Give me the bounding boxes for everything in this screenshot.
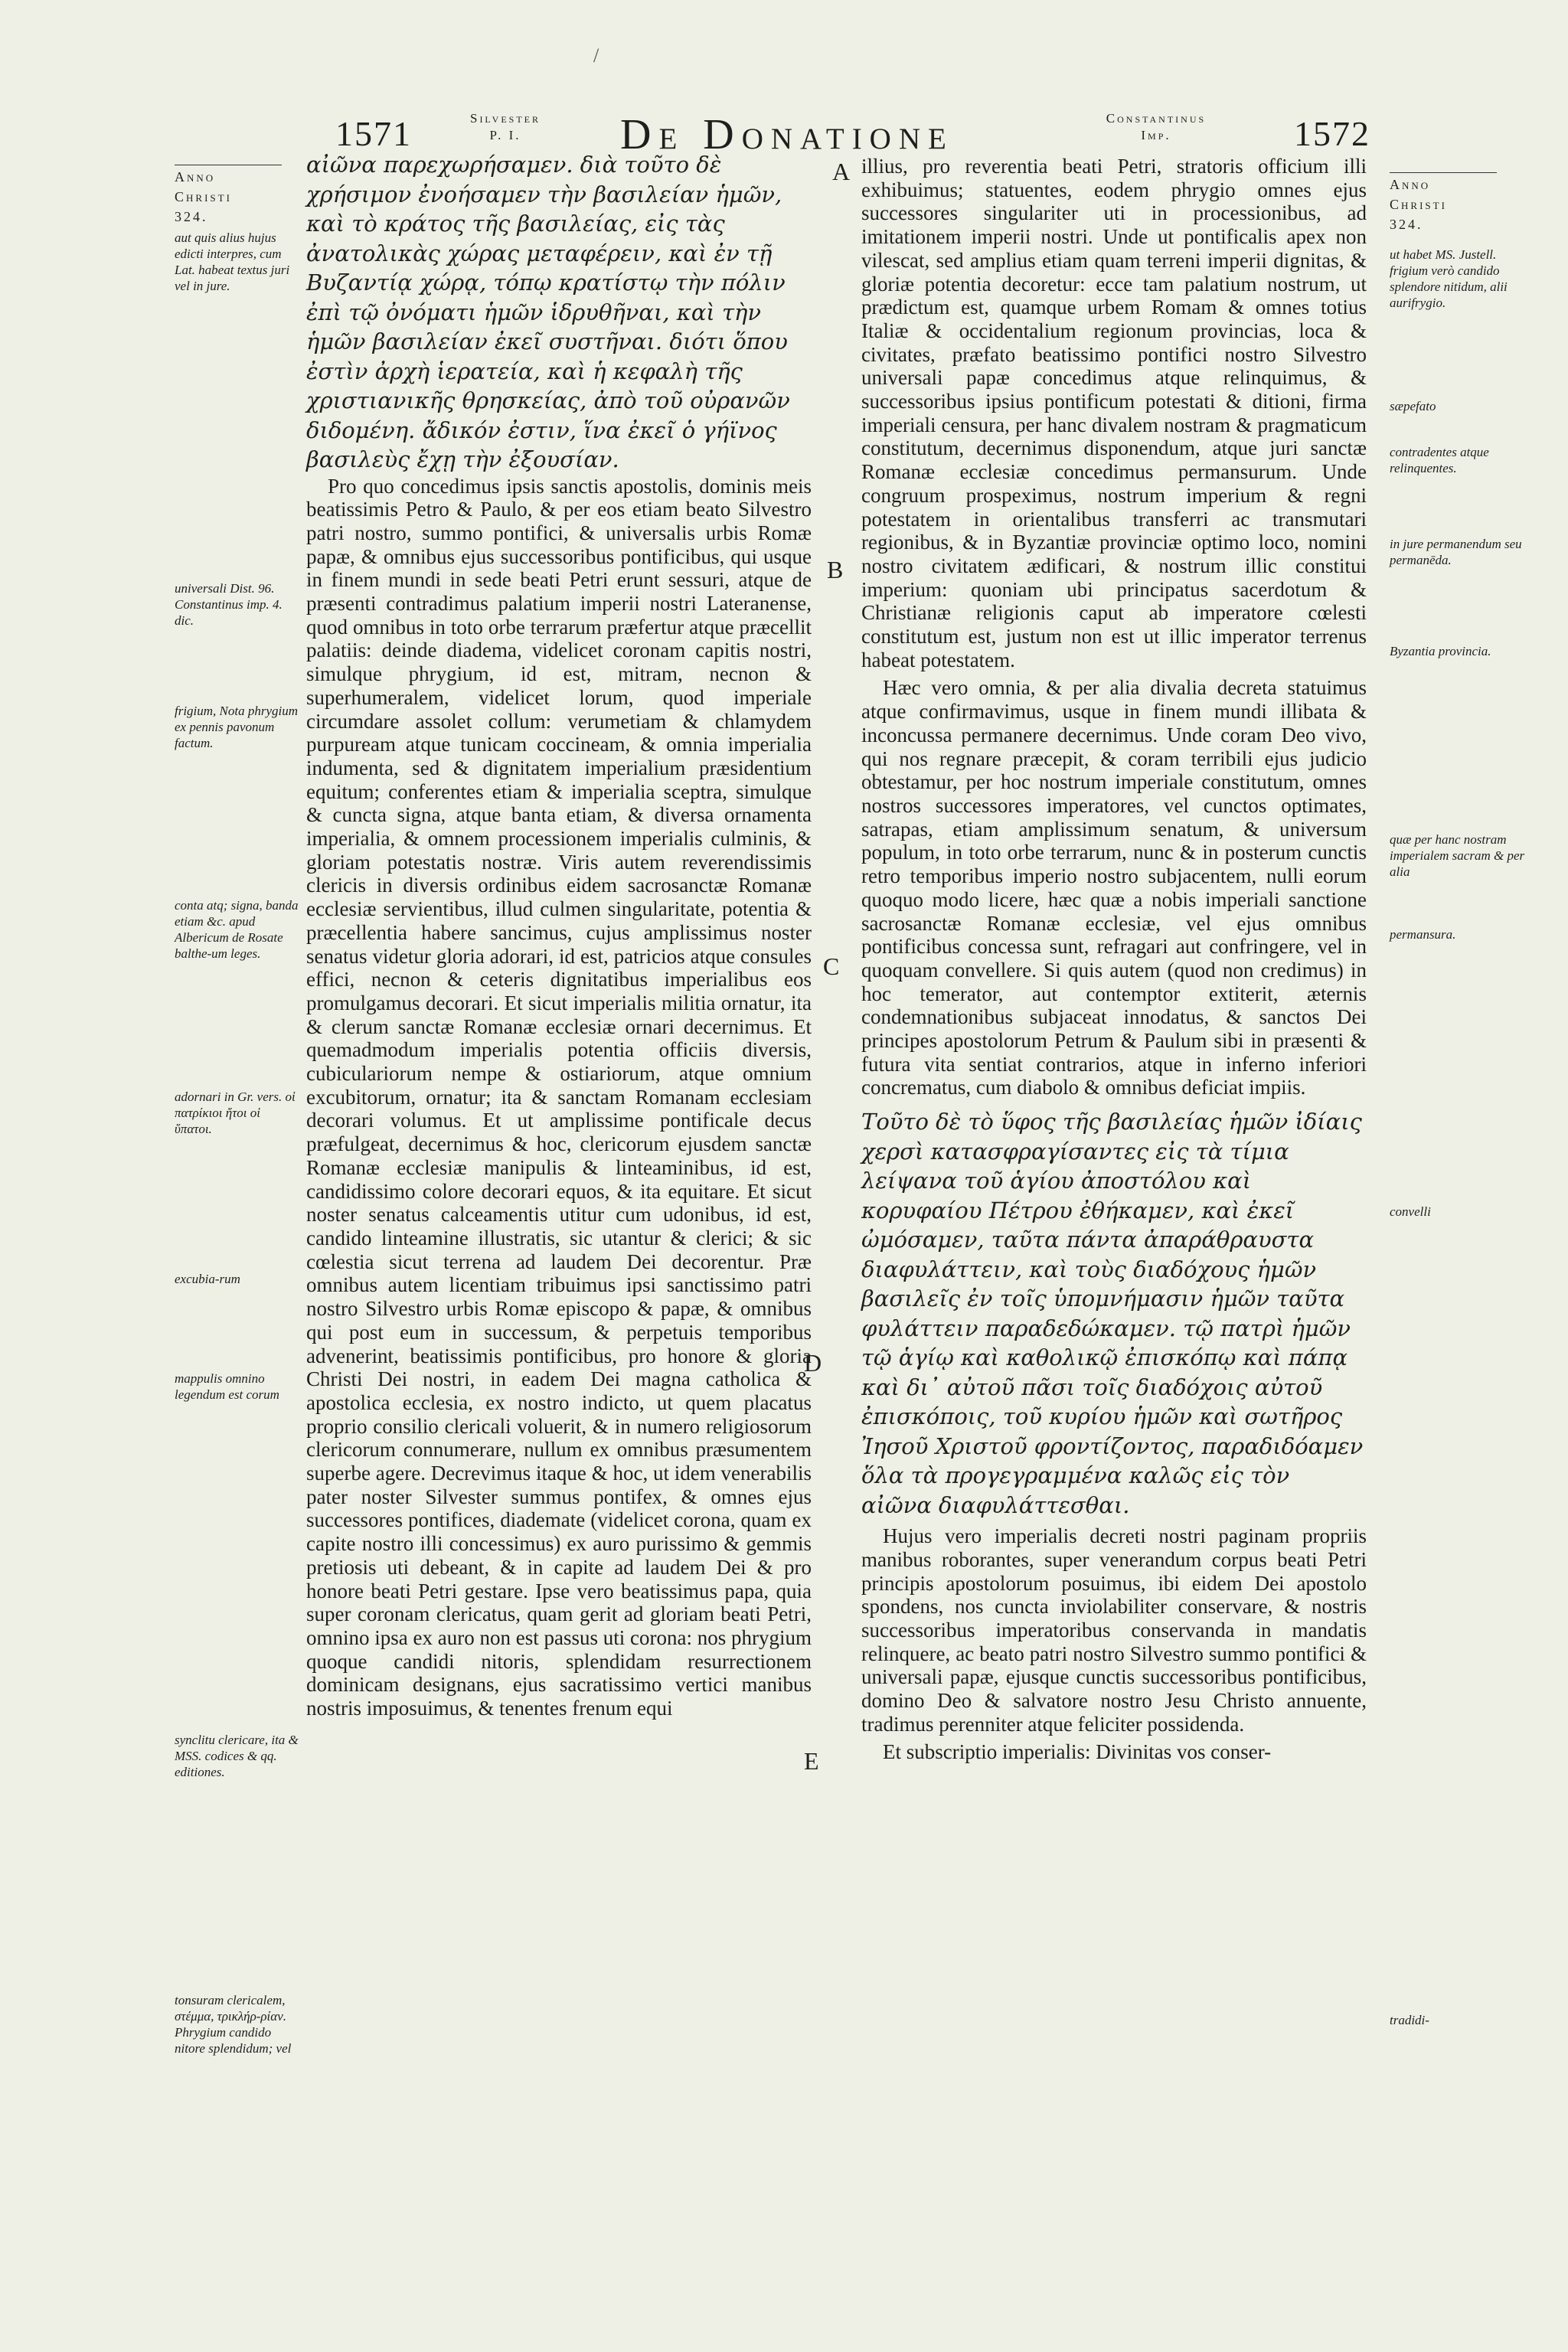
- anno-line: Christi: [175, 189, 232, 204]
- section-letter-a: A: [832, 158, 851, 185]
- margin-note-left: excubia-rum: [175, 1272, 240, 1286]
- margin-note-left: aut quis alius hujus edicti interpres, cum Lat. habeat textus juri vel in jure.: [175, 230, 290, 293]
- anno-line: Christi: [1390, 197, 1447, 212]
- latin-paragraph: Hujus vero imperialis decreti nostri paginam propriis manibus roborantes, super venerandum corpus beati Petri principis apostolorum posuimus, ibi eidem Dei apostolo spondens, nos cuncta inviolabiliter conservare, & nostris successoribus imperatoribus conservanda in mandatis relinquere, ac beato patri nostro Silvestro summo pontifici & universali papæ, ejusque cunctis successoribus pontificibus, domino Deo & salvatore nostro Jesu Christo annuente, tradimus perenniter atque feliciter possidenda.: [861, 1524, 1367, 1736]
- margin-note-right: convelli: [1390, 1204, 1431, 1219]
- section-letter-c: C: [823, 952, 840, 980]
- latin-paragraph: illius, pro reverentia beati Petri, stratoris officium illi exhibuimus; statuentes, eodem phrygio omnes ejus successores singulariter uti in processionibus, ad imitationem imperii nostri. Unde ut pontificalis apex non vilescat, sed amplius etiam quam terreni imperii dignitas, & gloriæ potentia decoretur: ecce tam palatium nostrum, ut prædictum est, quamque urbem Romam & omnes totius Italiæ & occidentalium regionum provincias, loca & civitates, præfato beatissimo pontifici nostro Silvestro universali papæ concedimus atque relinquimus, & successoribus ipsius pontificum potestati & ditioni, firma imperiali censura, per hanc divalem nostram & pragmaticum constitutum, decernimus disponendum, atque juri sanctæ Romanæ ecclesiæ concedimus permansurum. Unde congruum prospeximus, nostrum imperium & regni potestatem in orientalibus transferri ac transmutari regionibus, & in Byzantiæ provinciæ optimo loco, nomini nostro civitatem ædificari, & nostrum illic constitui imperium: quoniam ubi principatus sacerdotum & Christianæ religionis caput ab imperatore cœlesti constitutum est, justum non est ut illic imperator terrenus habeat potestatem.: [861, 155, 1367, 671]
- page-number-left: 1571: [335, 114, 412, 153]
- anno-line: Anno: [175, 169, 216, 185]
- page-number-right: 1572: [1294, 114, 1370, 153]
- anno-rule: [1390, 172, 1497, 173]
- margin-note-right: quæ per hanc nostram imperialem sacram & per alia: [1390, 832, 1525, 879]
- margin-note-right: in jure permanendum seu permanēda.: [1390, 537, 1522, 567]
- anno-line: 324.: [175, 209, 208, 224]
- margin-note-right: contradentes atque relinquentes.: [1390, 445, 1489, 475]
- latin-paragraph: Hæc vero omnia, & per alia divalia decreta statuimus atque confirmavimus, usque in finem mundi illibata & inconcussa permanere decernimus. Unde coram Deo vivo, qui nos regnare præcepit, & coram terribili ejus judicio obtestamur, per hoc nostrum imperiale constitutum, omnes nostros successores imperatores, vel cunctos optimates, satrapas, etiam amplissimum senatum, & universum populum, in toto orbe terrarum, nunc & in posterum cunctis retro temporibus imperio nostro subjacentem, nulli eorum quoquo modo licere, hæc quæ a nobis imperiali sanctione sacrosanctæ Romanæ ecclesiæ, vel ejus omnibus pontificibus concessa sunt, refragari aut confringere, vel in quoquam convellere. Si quis autem (quod non credimus) in hoc temerator, aut contemptor extiterit, æternis condemnationibus subjaceat innodatus, & sanctos Dei principes apostolorum Petrum & Paulum sibi in præsenti & futura vita sentiat contrarios, atque in inferno inferiori concrematus, cum diabolo & omnibus deficiat impiis.: [861, 676, 1367, 1099]
- margin-note-right: Byzantia provincia.: [1390, 644, 1491, 658]
- margin-note-right: ut habet MS. Justell. frigium verò candido splendore nitidum, alii aurifrygio.: [1390, 247, 1508, 310]
- section-letter-b: B: [827, 556, 844, 583]
- running-head-right: [1072, 110, 1240, 144]
- page-title: De Donatione: [620, 111, 954, 158]
- margin-note-left: adornari in Gr. vers. οἱ πατρίκιοι ἤτοι οἱ ὕπατοι.: [175, 1089, 296, 1136]
- margin-note-left: mappulis omnino legendum est corum: [175, 1371, 279, 1402]
- running-head-left: [459, 110, 551, 144]
- running-head-left-line: Silvester: [469, 111, 541, 126]
- margin-note-left: synclitu clericare, ita & MSS. codices & qq. editiones.: [175, 1733, 299, 1779]
- latin-paragraph: Pro quo concedimus ipsis sanctis apostolis, dominis meis beatissimis Petro & Paulo, & per eos etiam beato Silvestro patri nostro, summo pontifici, & universalis urbis Romæ papæ, & omnibus ejus successoribus pontificibus, qui usque in finem mundi in sede beati Petri erunt sessuri, atque de præsenti contradimus palatium imperii nostri Lateranense, quod omnibus in toto orbe terrarum præfertur atque præcellit palatiis: deinde diadema, videlicet coronam capitis nostri, simulque phrygium, id est, mitram, necnon & superhumeralem, videlicet lorum, quod imperiale circumdare assolet collum: verumetiam & chlamydem purpuream atque tunicam coccineam, & omnia imperialia indumenta, sed & dignitatem imperialium præsidentium equitum; conferentes etiam & imperialia sceptra, simulque & cuncta signa, atque banta etiam, & diversa ornamenta imperialia, & omnem processionem imperialis culminis, & gloriam potestatis nostræ. Viris autem reverendissimis clericis in diversis ordinibus eidem sacrosanctæ Romanæ ecclesiæ servientibus, illud culmen singularitate, potentia & præcellentia habere sancimus, cujus amplissimus noster senatus videtur gloria adorari, id est, patricios atque consules effici, necnon & ceteris dignitatibus imperialibus eos promulgamus decorari. Et sicut imperialis militia ornatur, ita & clerum sanctæ Romanæ ecclesiæ ornari decernimus. Et quemadmodum imperialis potentia officiis diversis, cubiculariorum nempe & ostiariorum, atque omnium excubitorum, ornatur; ita & sanctam Romanam ecclesiam decorari volumus. Et ut amplissime pontificale decus præfulgeat, decernimus & hoc, clericorum ejusdem sanctæ Romanæ ecclesiæ manipulis & linteaminibus, id est, candidissimo colore decorari equos, & ita equitare. Et sicut noster senatus calceamentis utitur cum udonibus, id est, candido linteamine illustratis, sic utantur & clerici; & sic cœlestia sicut terrena ad laudem Dei decorentur. Præ omnibus autem licentiam tribuimus ipsi sanctissimo patri nostro Silvestro urbis Romæ episcopo & papæ, & omnibus qui post eum in successum, & perpetuis temporibus advenerint, beatissimis pontificibus, pro honore & gloria Christi Dei nostri, in eadem Dei magna catholica & apostolica ecclesia, ex nostro indicto, ut quem placatus proprio consilio clericali voluerit, & in numero religiosorum clericorum connumerare, nullum ex omnibus præsumentem superbe agere. Decrevimus itaque & hoc, ut idem venerabilis pater noster Silvester summus pontifex, & omnes ejus successores pontifices, diademate (videlicet corona, quam ex capite nostro illi concessimus) ex auro purissimo & gemmis pretiosis uti debeant, & in capite ad laudem Dei & pro honore beati Petri gestare. Ipse vero beatissimus papa, quia super coronam clericatus, quam gerit ad gloriam beati Petri, omnino ipsa ex auro non est passus uti corona: nos phrygium quoque candidi nitoris, splendidam resurrectionem dominicam designans, ejus sacratissimo vertici manibus nostris imposuimus, & tenentes frenum equi: [306, 474, 812, 1720]
- margin-note-right: sæpefato: [1390, 399, 1436, 413]
- margin-note-left: tonsuram clericalem, στέμμα, τρικλήρ-ρίαν. Phrygium candido nitore splendidum; vel: [175, 1993, 292, 2056]
- anno-line: 324.: [1390, 217, 1423, 232]
- running-head-right-line: Imp.: [1141, 128, 1171, 142]
- anno-line: Anno: [1390, 177, 1431, 192]
- running-head-right-line: Constantinus: [1106, 111, 1207, 126]
- page-mark: /: [593, 44, 599, 67]
- latin-paragraph: Et subscriptio imperialis: Divinitas vos conser-: [883, 1740, 1272, 1764]
- section-letter-e: E: [804, 1747, 819, 1775]
- greek-passage: Τοῦτο δὲ τὸ ὕφος τῆς βασιλείας ἡμῶν ἰδίαις χερσὶ κατασφραγίσαντες εἰς τὰ τίμια λείψανα τοῦ ἁγίου ἀποστόλου καὶ κορυφαίου Πέτρου ἐθήκαμεν, καὶ ἐκεῖ ὠμόσαμεν, ταῦτα πάντα ἀπαράθραυστα διαφυλάττειν, καὶ τοὺς διαδόχους ἡμῶν βασιλεῖς ἐν τοῖς ὑπομνήμασιν ἡμῶν ταῦτα φυλάττειν παραδεδώκαμεν. τῷ πατρὶ ἡμῶν τῷ ἁγίῳ καὶ καθολικῷ ἐπισκόπῳ καὶ πάπᾳ καὶ δι᾽ αὐτοῦ πᾶσι τοῖς διαδόχοις αὐτοῦ ἐπισκόποις, τοῦ κυρίου ἡμῶν καὶ σωτῆρος Ἰησοῦ Χριστοῦ φροντίζοντος, παραδιδόαμεν ὅλα τὰ προγεγραμμένα καλῶς εἰς τὸν αἰῶνα διαφυλάττεσθαι.: [861, 1109, 1364, 1518]
- margin-note-right: tradidi-: [1390, 2013, 1429, 2027]
- right-text-column: [861, 150, 1367, 1764]
- margin-note-right: permansura.: [1390, 927, 1456, 942]
- greek-passage: αἰῶνα παρεχωρήσαμεν. διὰ τοῦτο δὲ χρήσιμον ἐνοήσαμεν τὴν βασιλείαν ἡμῶν, καὶ τὸ κράτος τῆς βασιλείας, εἰς τὰς ἀνατολικὰς χώρας μεταφέρειν, καὶ ἐν τῇ Βυζαντίᾳ χώρᾳ, τόπῳ κρατίστῳ τὴν πόλιν ἐπὶ τῷ ὀνόματι ἡμῶν ἱδρυθῆναι, καὶ τὴν ἡμῶν βασιλείαν ἐκεῖ συστῆναι. διότι ὅπου ἐστὶν ἀρχὴ ἱερατεία, καὶ ἡ κεφαλὴ τῆς χριστιανικῆς θρησκείας, ἀπὸ τοῦ οὐρανῶν διδομένη. ἄδικόν ἐστιν, ἵνα ἐκεῖ ὁ γήϊνος βασιλεὺς ἔχῃ τὴν ἐξουσίαν.: [306, 152, 790, 472]
- margin-note-left: universali Dist. 96. Constantinus imp. 4. dic.: [175, 581, 283, 628]
- running-head-left-line: P. I.: [489, 128, 521, 142]
- section-letter-d: D: [804, 1349, 822, 1377]
- anno-christi-right: [1390, 172, 1535, 234]
- left-text-column: [306, 150, 812, 1720]
- anno-christi-left: [175, 165, 301, 227]
- margin-note-left: conta atq; signa, banda etiam &c. apud Albericum de Rosate balthe-um leges.: [175, 898, 299, 961]
- margin-note-left: frigium, Nota phrygium ex pennis pavonum factum.: [175, 704, 299, 750]
